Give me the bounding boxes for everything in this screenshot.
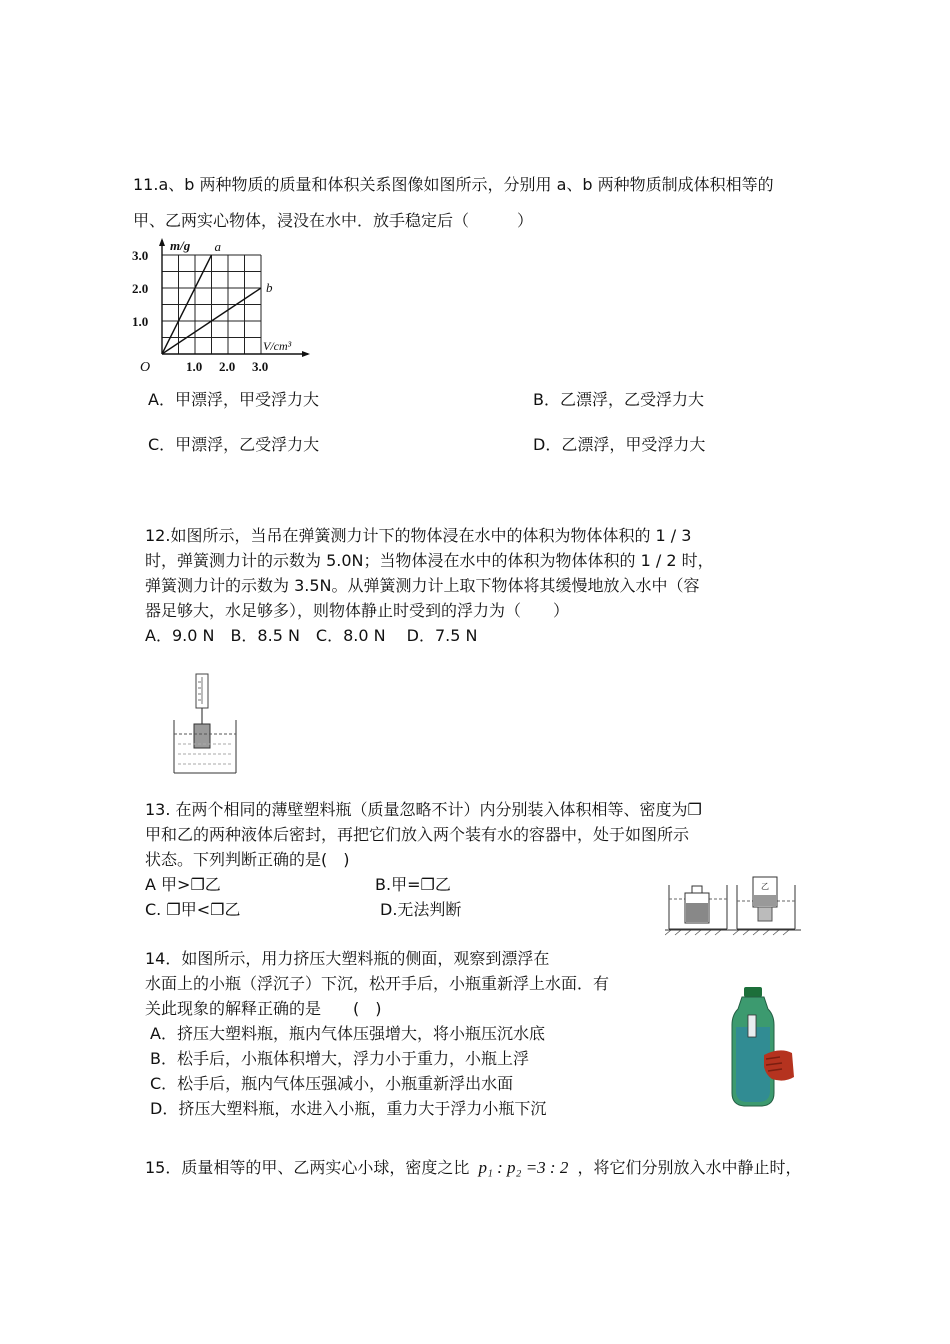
y-axis-label: m/g [170,238,191,253]
q12-line3: 弹簧测力计的示数为 3.5N。从弹簧测力计上取下物体将其缓慢地放入水中（容 [145,576,700,595]
x-axis-label: V/cm³ [263,339,292,353]
q14-option-d[interactable]: D．挤压大塑料瓶，水进入小瓶，重力大于浮力小瓶下沉 [150,1099,547,1118]
origin-label: O [140,360,151,375]
x-tick-label: 2.0 [219,359,236,374]
q13-option-b[interactable]: B.甲=❐乙 [375,875,451,894]
q11-line2: 甲、乙两实心物体，浸没在水中．放手稳定后（ ） [133,211,534,230]
q12-line1: 12.如图所示，当吊在弹簧测力计下的物体浸在水中的体积为物体体积的 1 / 3 [145,526,692,545]
y-tick-label: 3.0 [132,248,149,263]
q14-option-a[interactable]: A．挤压大塑料瓶，瓶内气体压强增大，将小瓶压沉水底 [150,1024,545,1043]
q12-options[interactable]: A．9.0 N B．8.5 N C．8.0 N D．7.5 N [145,626,478,645]
chart-grid [162,255,261,354]
y-axis-arrow [159,238,165,246]
q15-density-ratio: p₁ : p₂ =3 : 2 [478,1158,569,1177]
q11-option-d[interactable]: D．乙漂浮，甲受浮力大 [533,435,706,454]
q13-bottles-figure [665,873,805,939]
q11-option-c[interactable]: C．甲漂浮，乙受浮力大 [148,435,320,454]
q14-option-c[interactable]: C．松手后，瓶内气体压强减小，小瓶重新浮出水面 [150,1074,514,1093]
q15-text-after: ，将它们分别放入水中静止时， [577,1158,802,1177]
y-tick-label: 2.0 [132,281,149,296]
q13-option-c[interactable]: C. ❐甲<❐乙 [145,900,241,919]
q11-option-a[interactable]: A．甲漂浮，甲受浮力大 [148,390,319,409]
q11-line1: 11.a、b 两种物质的质量和体积关系图像如图所示，分别用 a、b 两种物质制成体积相等的 [133,175,774,194]
q14-line1: 14．如图所示，用力挤压大塑料瓶的侧面，观察到漂浮在 [145,949,550,968]
q12-line2: 时，弹簧测力计的示数为 5.0N；当物体浸在水中的体积为物体体积的 1 / 2 时， [145,551,714,570]
q13-option-d[interactable]: D.无法判断 [380,900,462,919]
q12-line4: 器足够大，水足够多），则物体静止时受到的浮力为（ ） [145,601,570,620]
q13-line3: 状态。下列判断正确的是( ) [145,850,350,869]
q11-option-b[interactable]: B．乙漂浮，乙受浮力大 [533,390,704,409]
q13-figure-label: 乙 [761,882,769,891]
q13-option-a[interactable]: A 甲>❐乙 [145,875,221,894]
q11-mass-volume-chart [128,236,318,376]
q13-line2: 甲和乙的两种液体后密封，再把它们放入两个装有水的容器中，处于如图所示 [145,825,690,844]
x-tick-label: 3.0 [252,359,269,374]
x-tick-label: 1.0 [186,359,203,374]
q13-line1: 13. 在两个相同的薄壁塑料瓶（质量忽略不计）内分别装入体积相等、密度为❐ [145,800,702,819]
y-tick-label: 1.0 [132,314,149,329]
q14-bottle-figure [722,985,802,1109]
q12-spring-scale-figure [168,672,242,776]
q15-line [145,1156,801,1180]
series-label-a: a [214,239,221,254]
x-axis-arrow [302,351,310,357]
q14-line2: 水面上的小瓶（浮沉子）下沉，松开手后，小瓶重新浮上水面．有 [145,974,610,993]
q14-line3: 关此现象的解释正确的是 ( ) [145,999,382,1018]
q15-text-before: 15．质量相等的甲、乙两实心小球，密度之比 [145,1158,470,1177]
series-label-b: b [266,280,273,295]
q14-option-b[interactable]: B．松手后，小瓶体积增大，浮力小于重力，小瓶上浮 [150,1049,529,1068]
